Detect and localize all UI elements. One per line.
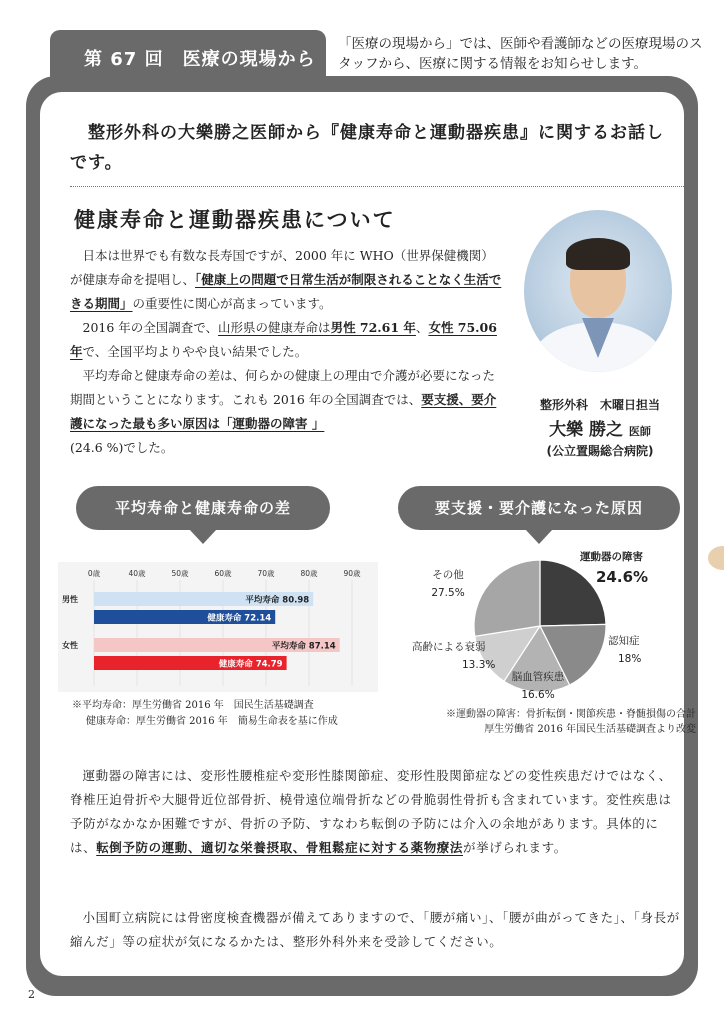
note-right-1: ※運動器の障害：骨折転倒・関節疾患・脊髄損傷の合計 bbox=[446, 709, 696, 720]
p2-comma: 、 bbox=[415, 320, 429, 335]
doctor-name: 大樂 勝之 bbox=[549, 420, 623, 440]
bar-value-label: 平均寿命 87.14 bbox=[271, 641, 336, 652]
paragraph-2 bbox=[70, 316, 504, 364]
pie-slice-label: 運動器の障害 bbox=[580, 551, 643, 563]
p1-text-a: 日本は世界でも有数な長寿国ですが、2000 年に WHO（世界保健機関）が健康寿命を提唱し、 bbox=[70, 248, 494, 287]
pie-slice-value: 24.6% bbox=[596, 568, 649, 586]
axis-tick-label: 90歳 bbox=[343, 569, 361, 578]
axis-tick-label: 50歳 bbox=[171, 569, 189, 578]
doctor-name-line bbox=[516, 415, 684, 440]
note-left-1: ※平均寿命：厚生労働省 2016 年 国民生活基礎調査 bbox=[72, 700, 314, 711]
pie-slice bbox=[474, 560, 540, 636]
axis-tick-label: 60歳 bbox=[214, 569, 232, 578]
p2-text-b: で、全国平均よりやや良い結果でした。 bbox=[82, 344, 308, 359]
bar-chart-background bbox=[58, 562, 378, 692]
pie-slice-value: 27.5% bbox=[431, 587, 465, 599]
pie-slice-label: その他 bbox=[432, 569, 464, 581]
doctor-caption bbox=[516, 396, 684, 459]
pie-slice-value: 16.6% bbox=[521, 689, 555, 701]
axis-tick-label: 40歳 bbox=[128, 569, 146, 578]
p2-underline-1: 山形県の健康寿命は bbox=[218, 320, 331, 335]
side-decoration bbox=[708, 546, 724, 570]
bar-value-label: 健康寿命 72.14 bbox=[207, 613, 272, 624]
p2-underline-3: 女性 75.06 年 bbox=[70, 320, 497, 359]
p2-underline-2: 男性 72.61 年 bbox=[330, 320, 416, 335]
photo-hair bbox=[566, 238, 630, 270]
bar-group-label: 男性 bbox=[62, 595, 78, 604]
care-cause-pie-chart bbox=[404, 530, 700, 710]
bubble-lifespan-gap: 平均寿命と健康寿命の差 bbox=[76, 486, 330, 530]
body-paragraph-2 bbox=[70, 764, 682, 860]
intro-body bbox=[70, 244, 504, 460]
bar-value-label: 平均寿命 80.98 bbox=[245, 595, 310, 606]
axis-tick-label: 0歳 bbox=[87, 569, 101, 578]
bar-value-label: 健康寿命 74.79 bbox=[218, 659, 283, 670]
body2-underline: 転倒予防の運動、適切な栄養摂取、骨粗鬆症に対する薬物療法 bbox=[96, 840, 464, 855]
axis-tick-label: 70歳 bbox=[257, 569, 275, 578]
p3-text-a: 平均寿命と健康寿命の差は、何らかの健康上の理由で介護が必要になった期間ということになります。これも 2016 年の全国調査では、 bbox=[70, 368, 496, 407]
note-right-2: 厚生労働省 2016 年国民生活基礎調査より改変 bbox=[484, 724, 696, 735]
lifespan-bar-chart bbox=[58, 562, 378, 692]
body2-text-a: 運動器の障害には、変形性腰椎症や変形性膝関節症、変形性股関節症などの変性疾患だけではなく、脊椎圧迫骨折や大腿骨近位部骨折、橈骨遠位端骨折などの骨脆弱性骨折も含まれています。変性疾患は予防がなかなか困難ですが、骨折の予防、すなわち転倒の予防には介入の余地があります。具体的には、 bbox=[70, 768, 672, 855]
series-tab-title: 第 67 回 医療の現場から bbox=[50, 30, 326, 92]
page-number: 2 bbox=[28, 988, 35, 1001]
axis-tick-label: 80歳 bbox=[300, 569, 318, 578]
section-title: 健康寿命と運動器疾患について bbox=[74, 208, 396, 232]
bar-group-label: 女性 bbox=[62, 641, 78, 650]
pie-slice-value: 18% bbox=[618, 653, 642, 665]
p3-text-b: (24.6 %)でした。 bbox=[70, 440, 174, 455]
doctor-photo bbox=[524, 210, 672, 372]
doctor-title: 医師 bbox=[628, 425, 651, 438]
p1-text-b: の重要性に関心が高まっています。 bbox=[132, 296, 332, 311]
body2-text-b: が挙げられます。 bbox=[463, 840, 567, 855]
doctor-hospital: (公立置賜総合病院) bbox=[546, 444, 654, 458]
paragraph-1 bbox=[70, 244, 504, 316]
p3-underline: 要支援、要介護になった最も多い原因は「運動器の障害 」 bbox=[70, 392, 497, 431]
right-chart-notes bbox=[400, 707, 696, 737]
left-chart-notes bbox=[72, 698, 338, 730]
doctor-dept: 整形外科 木曜日担当 bbox=[539, 398, 660, 412]
lead-text: 整形外科の大樂勝之医師から『健康寿命と運動器疾患』に関するお話しです。 bbox=[70, 123, 664, 173]
p2-text-a: 2016 年の全国調査で、 bbox=[82, 320, 219, 335]
pie-slice-label: 認知症 bbox=[608, 635, 640, 647]
p1-underline: 「健康上の問題で日常生活が制限されることなく生活できる期間」 bbox=[70, 272, 502, 311]
series-intro: 「医療の現場から」では、医師や看護師などの医療現場のスタッフから、医療に関する情報をお知らせします。 bbox=[338, 36, 703, 72]
pie-slice-value: 13.3% bbox=[462, 659, 496, 671]
dotted-divider bbox=[70, 186, 684, 187]
body-paragraph-3: 小国町立病院には骨密度検査機器が備えてありますので、「腰が痛い」、「腰が曲がってきた」、「身長が縮んだ」等の症状が気になるかたは、整形外科外来を受診してください。 bbox=[70, 910, 680, 949]
bubble-care-causes: 要支援・要介護になった原因 bbox=[398, 486, 680, 530]
pie-slice-label: 高齢による衰弱 bbox=[412, 641, 486, 653]
pie-slice-label: 脳血管疾患 bbox=[511, 671, 565, 683]
paragraph-3 bbox=[70, 364, 504, 460]
note-left-2: 健康寿命：厚生労働省 2016 年 簡易生命表を基に作成 bbox=[86, 716, 338, 727]
